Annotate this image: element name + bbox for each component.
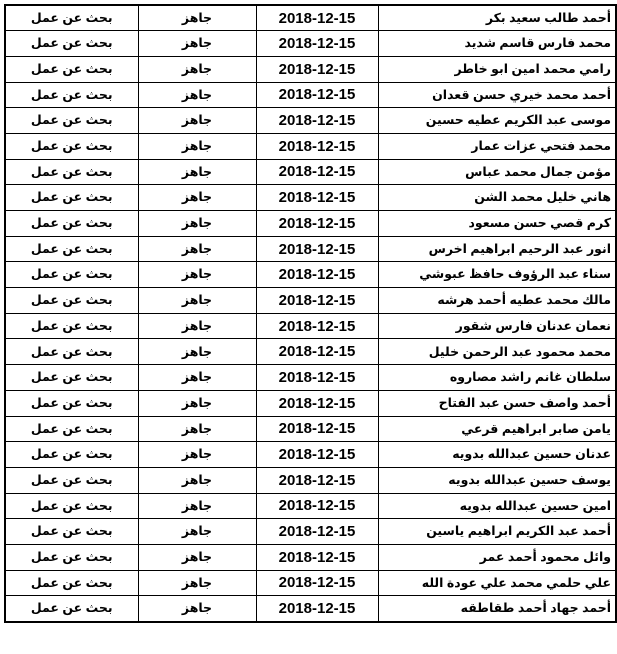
status-cell: جاهز (138, 467, 256, 493)
date-cell: 2018-12-15 (256, 56, 378, 82)
date-cell: 2018-12-15 (256, 390, 378, 416)
applicants-table (4, 4, 617, 623)
purpose-cell: بحث عن عمل (5, 339, 138, 365)
purpose-cell: بحث عن عمل (5, 493, 138, 519)
purpose-cell: بحث عن عمل (5, 159, 138, 185)
applicant-name-cell: محمد محمود عبد الرحمن خليل (378, 339, 616, 365)
status-cell: جاهز (138, 5, 256, 31)
purpose-cell: بحث عن عمل (5, 519, 138, 545)
applicant-name-cell: رامي محمد امين ابو خاطر (378, 56, 616, 82)
table-row (5, 5, 616, 31)
purpose-cell: بحث عن عمل (5, 56, 138, 82)
status-cell: جاهز (138, 339, 256, 365)
table-row (5, 493, 616, 519)
table-row (5, 596, 616, 622)
status-cell: جاهز (138, 416, 256, 442)
applicant-name-cell: كرم قصي حسن مسعود (378, 211, 616, 237)
table-row (5, 339, 616, 365)
applicant-name-cell: علي حلمي محمد علي عودة الله (378, 570, 616, 596)
purpose-cell: بحث عن عمل (5, 31, 138, 57)
status-cell: جاهز (138, 365, 256, 391)
table-row (5, 56, 616, 82)
table-row (5, 570, 616, 596)
applicant-name-cell: محمد فتحي عزات عمار (378, 133, 616, 159)
table-row (5, 185, 616, 211)
applicant-name-cell: عدنان حسين عبدالله بدويه (378, 442, 616, 468)
purpose-cell: بحث عن عمل (5, 108, 138, 134)
date-cell: 2018-12-15 (256, 236, 378, 262)
applicant-name-cell: أحمد محمد خيري حسن قعدان (378, 82, 616, 108)
table-row (5, 390, 616, 416)
purpose-cell: بحث عن عمل (5, 570, 138, 596)
table-row (5, 416, 616, 442)
status-cell: جاهز (138, 493, 256, 519)
applicant-name-cell: هاني خليل محمد الشن (378, 185, 616, 211)
table-row (5, 544, 616, 570)
date-cell: 2018-12-15 (256, 133, 378, 159)
date-cell: 2018-12-15 (256, 442, 378, 468)
status-cell: جاهز (138, 185, 256, 211)
status-cell: جاهز (138, 544, 256, 570)
status-cell: جاهز (138, 236, 256, 262)
status-cell: جاهز (138, 133, 256, 159)
status-cell: جاهز (138, 159, 256, 185)
purpose-cell: بحث عن عمل (5, 596, 138, 622)
status-cell: جاهز (138, 56, 256, 82)
table-row (5, 467, 616, 493)
date-cell: 2018-12-15 (256, 313, 378, 339)
status-cell: جاهز (138, 313, 256, 339)
applicant-name-cell: انور عبد الرحيم ابراهيم اخرس (378, 236, 616, 262)
date-cell: 2018-12-15 (256, 159, 378, 185)
table-body (5, 5, 616, 622)
applicant-name-cell: مالك محمد عطيه أحمد هرشه (378, 288, 616, 314)
table-row (5, 519, 616, 545)
date-cell: 2018-12-15 (256, 416, 378, 442)
purpose-cell: بحث عن عمل (5, 82, 138, 108)
purpose-cell: بحث عن عمل (5, 416, 138, 442)
table-row (5, 313, 616, 339)
purpose-cell: بحث عن عمل (5, 313, 138, 339)
applicant-name-cell: نعمان عدنان فارس شقور (378, 313, 616, 339)
purpose-cell: بحث عن عمل (5, 185, 138, 211)
applicant-name-cell: سلطان غانم راشد مصاروه (378, 365, 616, 391)
status-cell: جاهز (138, 31, 256, 57)
purpose-cell: بحث عن عمل (5, 365, 138, 391)
applicant-name-cell: سناء عبد الرؤوف حافظ عبوشي (378, 262, 616, 288)
purpose-cell: بحث عن عمل (5, 544, 138, 570)
date-cell: 2018-12-15 (256, 519, 378, 545)
table-row (5, 82, 616, 108)
applicant-name-cell: أحمد واصف حسن عبد الفتاح (378, 390, 616, 416)
purpose-cell: بحث عن عمل (5, 236, 138, 262)
table-row (5, 442, 616, 468)
applicant-name-cell: أحمد جهاد أحمد طقاطقه (378, 596, 616, 622)
date-cell: 2018-12-15 (256, 31, 378, 57)
date-cell: 2018-12-15 (256, 82, 378, 108)
purpose-cell: بحث عن عمل (5, 262, 138, 288)
purpose-cell: بحث عن عمل (5, 133, 138, 159)
status-cell: جاهز (138, 108, 256, 134)
status-cell: جاهز (138, 288, 256, 314)
status-cell: جاهز (138, 262, 256, 288)
purpose-cell: بحث عن عمل (5, 211, 138, 237)
status-cell: جاهز (138, 442, 256, 468)
table-row (5, 288, 616, 314)
applicant-name-cell: موسى عبد الكريم عطيه حسين (378, 108, 616, 134)
table-row (5, 159, 616, 185)
applicant-name-cell: مؤمن جمال محمد عباس (378, 159, 616, 185)
table-row (5, 211, 616, 237)
date-cell: 2018-12-15 (256, 262, 378, 288)
purpose-cell: بحث عن عمل (5, 467, 138, 493)
status-cell: جاهز (138, 596, 256, 622)
status-cell: جاهز (138, 82, 256, 108)
status-cell: جاهز (138, 570, 256, 596)
purpose-cell: بحث عن عمل (5, 288, 138, 314)
applicant-name-cell: أحمد عبد الكريم ابراهيم ياسين (378, 519, 616, 545)
applicant-name-cell: وائل محمود أحمد عمر (378, 544, 616, 570)
table-row (5, 365, 616, 391)
date-cell: 2018-12-15 (256, 570, 378, 596)
status-cell: جاهز (138, 519, 256, 545)
applicant-name-cell: امين حسين عبدالله بدويه (378, 493, 616, 519)
applicant-name-cell: محمد فارس قاسم شديد (378, 31, 616, 57)
table-row (5, 262, 616, 288)
table-row (5, 31, 616, 57)
table-row (5, 236, 616, 262)
status-cell: جاهز (138, 390, 256, 416)
table-row (5, 133, 616, 159)
date-cell: 2018-12-15 (256, 185, 378, 211)
date-cell: 2018-12-15 (256, 288, 378, 314)
date-cell: 2018-12-15 (256, 365, 378, 391)
purpose-cell: بحث عن عمل (5, 390, 138, 416)
date-cell: 2018-12-15 (256, 544, 378, 570)
applicant-name-cell: يوسف حسين عبدالله بدويه (378, 467, 616, 493)
date-cell: 2018-12-15 (256, 596, 378, 622)
purpose-cell: بحث عن عمل (5, 442, 138, 468)
date-cell: 2018-12-15 (256, 211, 378, 237)
table-row (5, 108, 616, 134)
date-cell: 2018-12-15 (256, 467, 378, 493)
applicant-name-cell: يامن صابر ابراهيم قرعي (378, 416, 616, 442)
applicant-name-cell: أحمد طالب سعيد بكر (378, 5, 616, 31)
purpose-cell: بحث عن عمل (5, 5, 138, 31)
date-cell: 2018-12-15 (256, 5, 378, 31)
date-cell: 2018-12-15 (256, 493, 378, 519)
status-cell: جاهز (138, 211, 256, 237)
date-cell: 2018-12-15 (256, 339, 378, 365)
date-cell: 2018-12-15 (256, 108, 378, 134)
